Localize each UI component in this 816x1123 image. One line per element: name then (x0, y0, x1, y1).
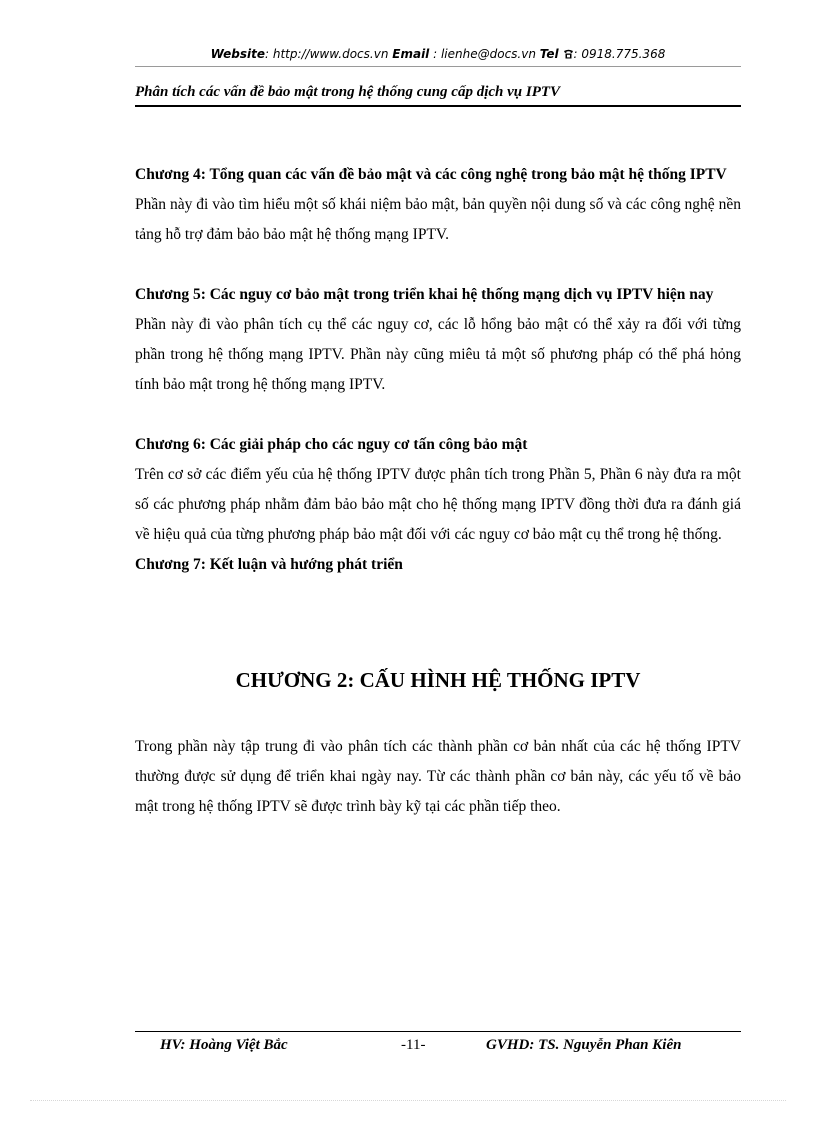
website-url[interactable]: : http://www.docs.vn (264, 47, 389, 61)
chapter-6-text: Trên cơ sở các điểm yếu của hệ thống IPTV được phân tích trong Phần 5, Phần 6 này đưa ra một số các phương pháp nhằm đảm bảo bảo mật cho hệ thống mạng IPTV đồng thời đưa ra đánh giá về hiệu quả của từng phương pháp bảo mật đối với các nguy cơ bảo mật cụ thể trong hệ thống. (135, 466, 741, 543)
page-number: -11- (401, 1037, 426, 1053)
footer-student: HV: Hoàng Việt Bắc (160, 1037, 288, 1053)
chapter-6-heading: Chương 6: Các giải pháp cho các nguy cơ tấn công bảo mật (135, 436, 528, 453)
chapter-2-title: CHƯƠNG 2: CẤU HÌNH HỆ THỐNG IPTV (235, 668, 641, 692)
footer-supervisor: GVHD: TS. Nguyễn Phan Kiên (486, 1037, 682, 1053)
email-address[interactable]: : lienhe@docs.vn (429, 47, 536, 61)
chapter-summaries (135, 160, 741, 580)
chapter-5-heading: Chương 5: Các nguy cơ bảo mật trong triển khai hệ thống mạng dịch vụ IPTV hiện nay (135, 286, 714, 303)
spacer (135, 250, 741, 280)
website-label: Website (210, 47, 265, 61)
footer-rule (135, 1031, 741, 1032)
chapter-2-intro: Trong phần này tập trung đi vào phân tích các thành phần cơ bản nhất của các hệ thống IPTV thường được sử dụng để triển khai ngày nay. Từ các thành phần cơ bản này, các yếu tố về bảo mật trong hệ thống IPTV sẽ được trình bày kỹ tại các phần tiếp theo. (135, 738, 741, 815)
chapter-7-heading: Chương 7: Kết luận và hướng phát triển (135, 556, 403, 573)
tel-label: Tel (539, 47, 559, 61)
chapter-5-text: Phần này đi vào phân tích cụ thể các nguy cơ, các lỗ hổng bảo mật có thể xảy ra đối với từng phần trong hệ thống mạng IPTV. Phần này cũng miêu tả một số phương pháp có thể phá hỏng tính bảo mật trong hệ thống mạng IPTV. (135, 316, 741, 393)
phone-number: : 0918.775.368 (573, 47, 666, 61)
page-bottom-divider (30, 1100, 786, 1101)
title-rule (135, 105, 741, 107)
spacer (135, 400, 741, 430)
chapter-4-heading: Chương 4: Tổng quan các vấn đề bảo mật và các công nghệ trong bảo mật hệ thống IPTV (135, 166, 727, 183)
document-title: Phân tích các vấn đề bảo mật trong hệ thống cung cấp dịch vụ IPTV (135, 84, 561, 100)
phone-icon (563, 49, 574, 59)
header-rule (135, 66, 741, 67)
email-label: Email (392, 47, 430, 61)
chapter-4-text: Phần này đi vào tìm hiểu một số khái niệm bảo mật, bản quyền nội dung số và các công nghệ nền tảng hỗ trợ đảm bảo bảo mật hệ thống mạng IPTV. (135, 196, 741, 243)
website-header (135, 47, 741, 61)
